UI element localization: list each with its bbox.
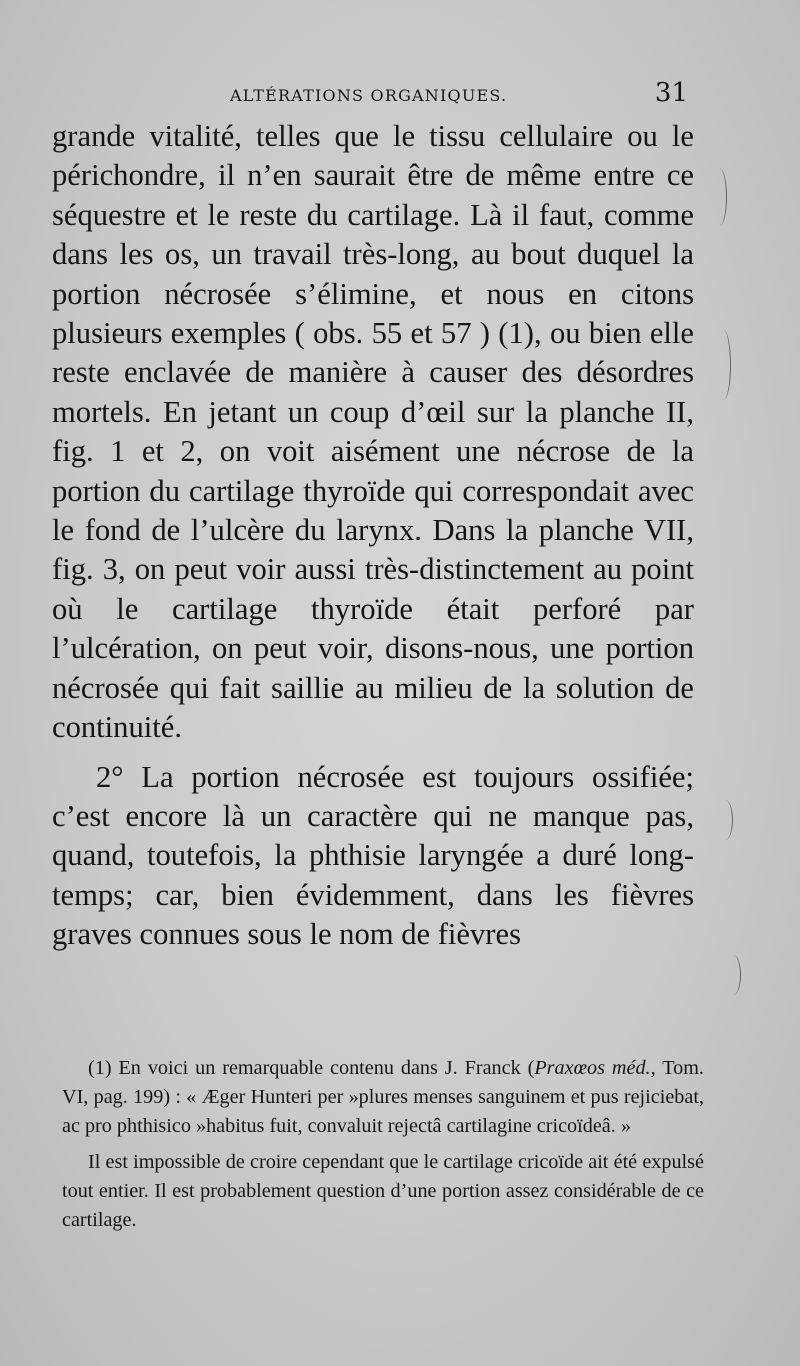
margin-pencil-mark (712, 168, 727, 226)
footnote-1 (62, 1054, 704, 1142)
footnotes (62, 1054, 704, 1235)
body-paragraph-2: 2° La portion nécrosée est toujours ossifiée; c’est encore là un caractère qui ne manque pas, quand, toutefois, la phthisie laryngée a duré long-temps; car, bien évidemment, dans les fièvres graves connues sous le nom de fièvres (52, 759, 694, 952)
footnote-1-continuation: Il est impossible de croire cependant que le cartilage cricoïde ait été expulsé tout entier. Il est probablement question d’une portion assez considérable de ce cartilage. (62, 1150, 704, 1232)
main-text (52, 117, 694, 955)
page-number: 31 (654, 78, 688, 108)
running-title: ALTÉRATIONS ORGANIQUES. (230, 86, 508, 105)
margin-pencil-mark (716, 330, 731, 400)
footnote-1-text-end: , Tom. VI, pag. 199) : « Æger Hunteri per »plures menses sanguinem et pus rejiciebat, ac pro phthisico »habitus fuit, convaluit rejectâ cartilagine cricoïdeâ. » (62, 1057, 704, 1138)
page-header (52, 78, 688, 112)
footnote-1-title: Praxœos méd. (534, 1057, 651, 1079)
body-paragraph-1: grande vitalité, telles que le tissu cellulaire ou le périchondre, il n’en saurait être de même entre ce séquestre et le reste du cartilage. Là il faut, comme dans les os, un travail très-long, au bout duquel la portion nécrosée s’élimine, et nous en citons plusieurs exemples ( obs. 55 et 57 ) (1), ou bien elle reste enclavée de manière à causer des désordres mortels. En jetant un coup d’œil sur la planche II, fig. 1 et 2, on voit aisément une nécrose de la portion du cartilage thyroïde qui correspondait avec le fond de l’ulcère du larynx. Dans la planche VII, fig. 3, on peut voir aussi très-distinctement au point où le cartilage thyroïde était perforé par l’ulcération, on peut voir, disons-nous, une portion nécrosée qui fait saillie au milieu de la solution de continuité. (52, 119, 694, 745)
margin-pencil-mark (718, 800, 733, 840)
margin-pencil-mark (726, 955, 741, 995)
footnote-1-text-start: (1) En voici un remarquable contenu dans J. Franck ( (88, 1057, 535, 1079)
